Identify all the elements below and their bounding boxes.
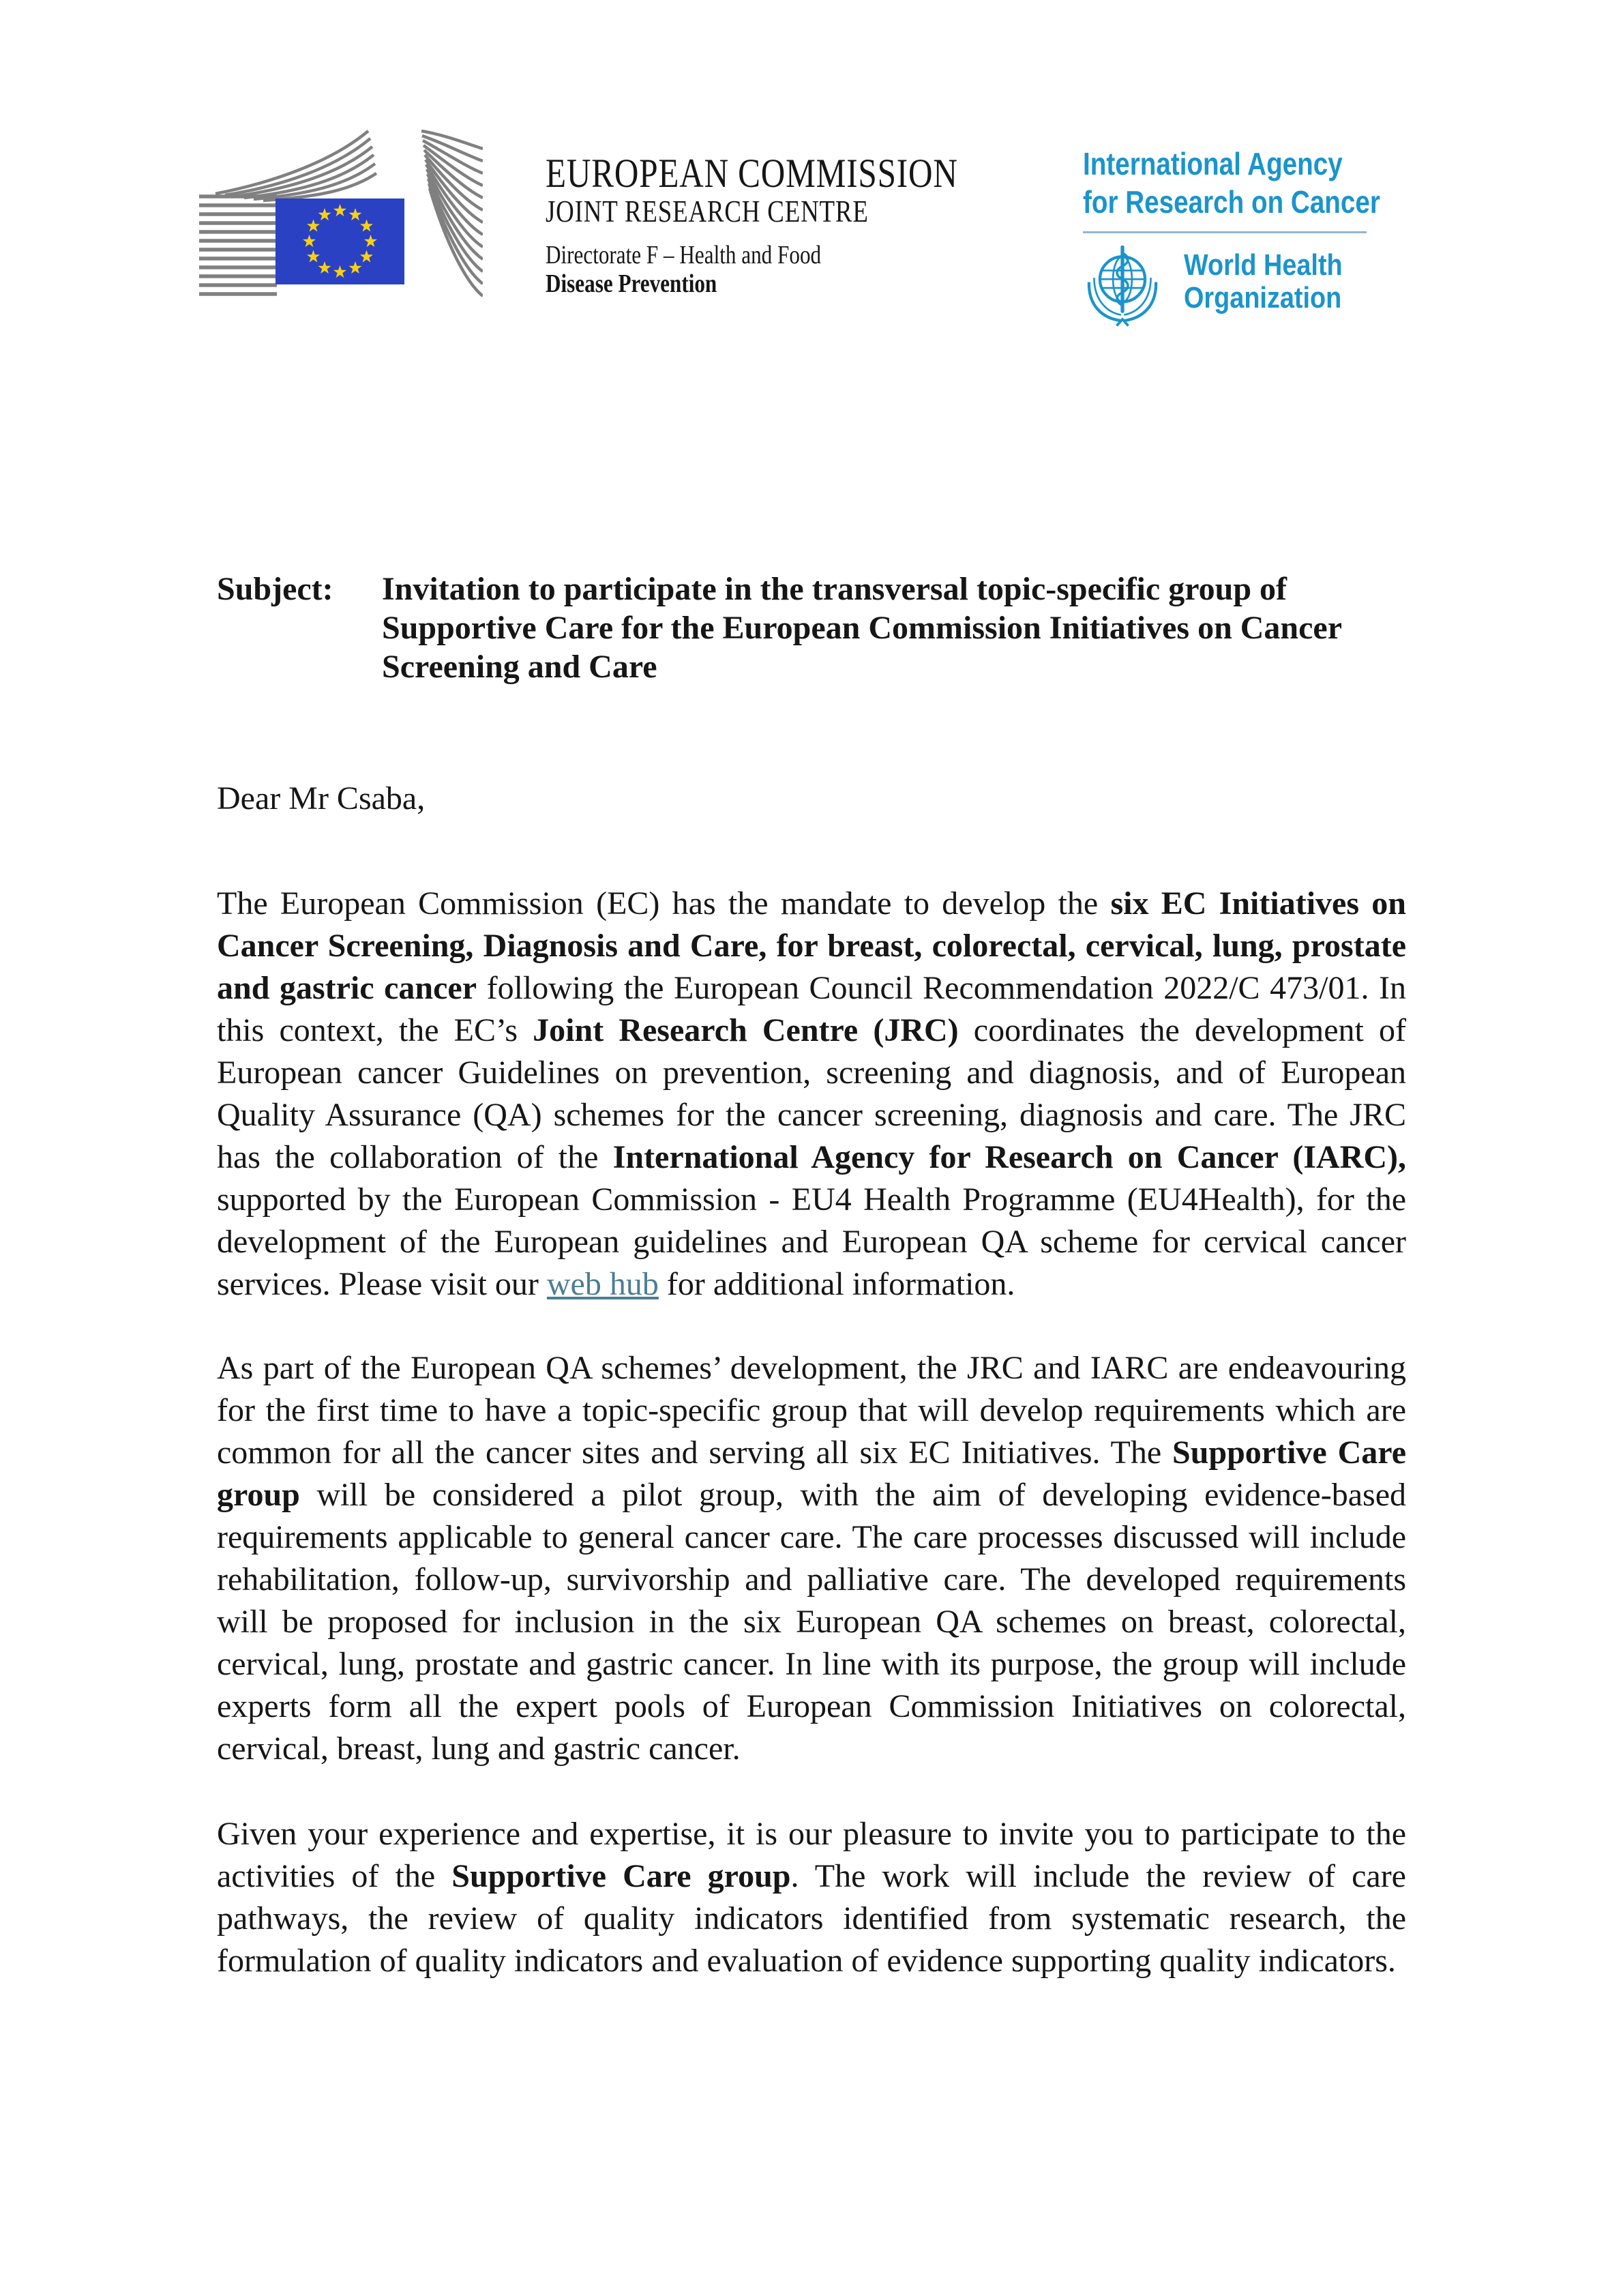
text-segment: supported by the European Commission - EU4 Health Programme (EU4Health), for the development of the European guidelines and European QA scheme for cervical cancer services. Please visit our [217,1181,1406,1302]
iarc-name-line1-text: International Agency [1083,146,1343,181]
ec-directorate [546,241,882,269]
iarc-name-line2-text: for Research on Cancer [1083,184,1380,220]
bold-text-segment: Supportive Care group [217,1434,1406,1513]
who-name-line1 [1184,250,1369,281]
who-name-line2-text: Organization [1184,281,1342,314]
iarc-name-line2 [1083,186,1437,218]
who-name-line1-text: World Health [1184,248,1343,282]
eu-flag [276,198,404,284]
ec-unit-text: Disease Prevention [546,269,717,298]
salutation: Dear Mr Csaba, [217,780,426,816]
bold-text-segment: Supportive Care group [451,1858,791,1894]
ec-logo-left-lines [199,196,277,294]
ec-directorate-text: Directorate F – Health and Food [546,241,822,269]
text-segment: Given your experience and expertise, it is our pleasure to invite you to participate to the activities of the [217,1816,1406,1894]
ec-title [546,153,1048,194]
text-segment: . The work will include the review of care pathways, the review of quality indicators identified from systematic research, the formulation of quality indicators and evaluation of evidence supporting quality indicators. [217,1858,1406,1979]
bold-text-segment: International Agency for Research on Cancer (IARC), [612,1139,1407,1175]
who-name-line2 [1184,282,1367,314]
iarc-divider [1083,231,1367,233]
text-segment: The European Commission (EC) has the mandate to develop the [217,885,1111,922]
text-segment: following the European Council Recommendation 2022/C 473/01. In this context, the EC’s [217,970,1406,1048]
subject-text: Invitation to participate in the transversal topic-specific group of Supportive Care for the European Commission Initiatives on Cancer Screening and Care [382,571,1342,685]
text-segment: for additional information. [658,1266,1015,1302]
paragraph-2 [217,1347,1406,1770]
paragraph-1 [217,883,1406,1306]
text-segment: will be considered a pilot group, with the aim of developing evidence-based requirements applicable to general cancer care. The care processes discussed will include rehabilitation, follow-up, survivorship and palliative care. The developed requirements will be proposed for inclusion in the six European QA schemes on breast, colorectal, cervical, lung, prostate and gastric cancer. In line with its purpose, the group will include experts form all the expert pools of European Commission Initiatives on colorectal, cervical, breast, lung and gastric cancer. [217,1477,1406,1767]
ec-logo-right-curves [421,131,483,296]
iarc-name-line1 [1083,147,1392,180]
ec-title-text: EUROPEAN COMMISSION [546,151,958,196]
web-hub-link[interactable]: web hub [546,1266,659,1302]
ec-unit [546,270,754,297]
ec-subtitle-text: JOINT RESEARCH CENTRE [546,194,869,229]
ec-logo-top-curves [215,131,376,201]
paragraph-3 [217,1813,1406,1982]
ec-logo-icon [196,128,483,310]
text-segment: coordinates the development of European cancer Guidelines on prevention, screening and diagnosis, and of European Quality Assurance (QA) schemes for the cancer screening, diagnosis and care. The JRC has the collaboration of the [217,1012,1407,1175]
subject-label: Subject: [217,571,333,607]
text-segment: As part of the European QA schemes’ development, the JRC and IARC are endeavouring for the first time to have a topic-specific group that will develop requirements which are common for all the cancer sites and serving all six EC Initiatives. The [217,1350,1406,1471]
who-emblem-icon [1079,243,1166,330]
bold-text-segment: Joint Research Centre (JRC) [533,1012,959,1048]
ec-subtitle [546,196,940,227]
bold-text-segment: six EC Initiatives on Cancer Screening, Diagnosis and Care, for breast, colorectal, cervical, lung, prostate and gastric cancer [217,885,1406,1006]
